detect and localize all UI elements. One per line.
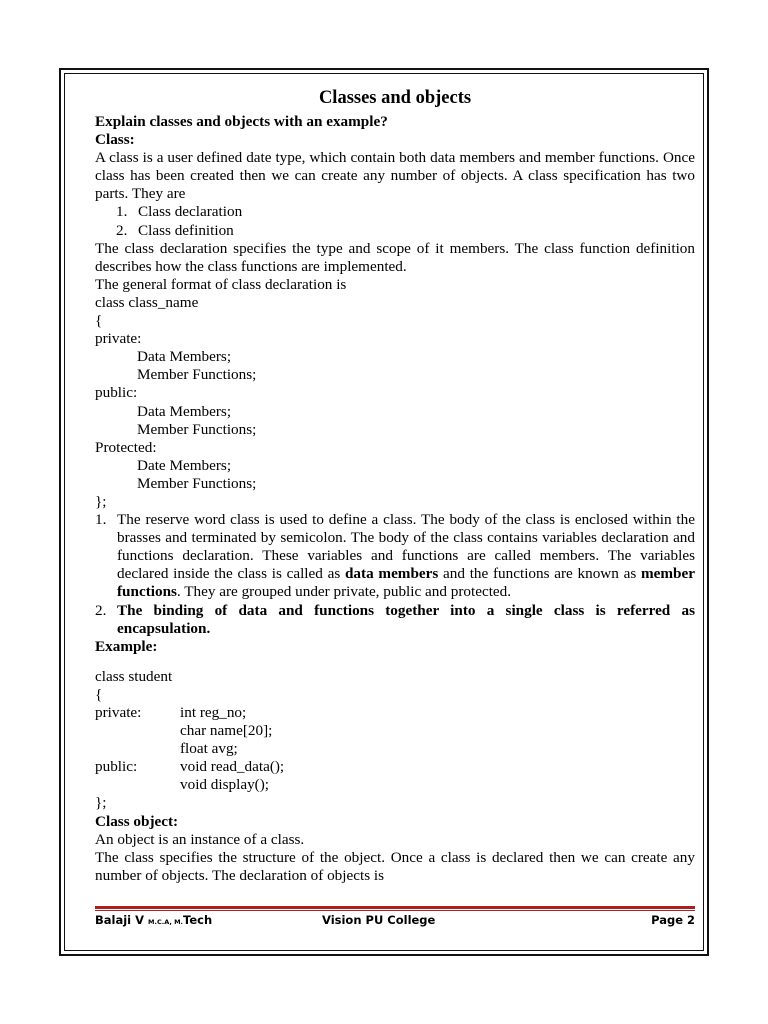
format-line: public: <box>95 384 138 402</box>
point-1: 1. The reserve word class is used to define a class. The body of the class is enclosed within the brasses and terminated by semicolon. The body of the class contains variables declaration and functions declaration. These variables and functions are called members. The variables declared inside the class is called as data members and the functions are known as member functions. They are grouped under private, public and protected. <box>95 511 695 601</box>
object-definition: An object is an instance of a class. <box>95 830 305 848</box>
page-footer <box>95 913 695 931</box>
footer-rule <box>95 906 695 909</box>
example-heading: Example: <box>95 637 158 655</box>
format-line: Data Members; <box>137 348 232 366</box>
class-object-heading: Class object: <box>95 812 179 830</box>
term-data-members: data members <box>344 565 439 583</box>
code-line: public: void read_data(); <box>95 758 285 776</box>
code-line: void display(); <box>180 776 270 794</box>
parts-list <box>95 203 695 239</box>
term-member-functions: member functions <box>117 565 695 601</box>
code-line: char name[20]; <box>180 722 273 740</box>
object-description: The class specifies the structure of the object. Once a class is declared then we can create any number of objects. The declaration of objects is <box>95 848 695 884</box>
question-heading: Explain classes and objects with an example? <box>95 113 388 130</box>
class-heading: Class: <box>95 131 135 149</box>
footer-page-number: Page 2 <box>651 913 695 927</box>
format-line: class class_name <box>95 293 199 311</box>
format-line: private: <box>95 330 142 348</box>
code-line: class student <box>95 667 173 685</box>
page-content <box>95 85 695 885</box>
declaration-description: The class declaration specifies the type and scope of it members. The class function definition describes how the class functions are implemented. <box>95 239 695 275</box>
format-line: { <box>95 312 103 330</box>
code-line: float avg; <box>180 740 238 758</box>
list-item: 2. Class definition <box>116 221 234 239</box>
footer-rule-thin <box>95 910 695 911</box>
format-line: Data Members; <box>137 402 232 420</box>
format-line: Member Functions; <box>137 366 257 384</box>
example-code <box>95 668 695 813</box>
format-line: Protected: <box>95 438 157 456</box>
format-line: Member Functions; <box>137 420 257 438</box>
class-description: A class is a user defined date type, which contain both data members and member functions. Once class has been created then we can create any number of objects. A class specification has two parts. They are <box>95 149 695 203</box>
format-line: Date Members; <box>137 456 232 474</box>
format-block <box>95 294 695 511</box>
code-line: }; <box>95 794 107 812</box>
list-item: 1. Class declaration <box>116 203 243 221</box>
format-line: }; <box>95 492 107 510</box>
page-title: Classes and objects <box>318 88 472 108</box>
footer-author: Balaji V M.C.A, M.Tech <box>95 913 213 927</box>
format-line: Member Functions; <box>137 474 257 492</box>
footer-college: Vision PU College <box>322 913 436 927</box>
code-line: private: int reg_no; <box>95 704 247 721</box>
code-line: { <box>95 685 103 703</box>
general-format-intro: The general format of class declaration is <box>95 275 347 293</box>
point-2: 2. The binding of data and functions together into a single class is referred as encapsulation. <box>95 601 695 637</box>
